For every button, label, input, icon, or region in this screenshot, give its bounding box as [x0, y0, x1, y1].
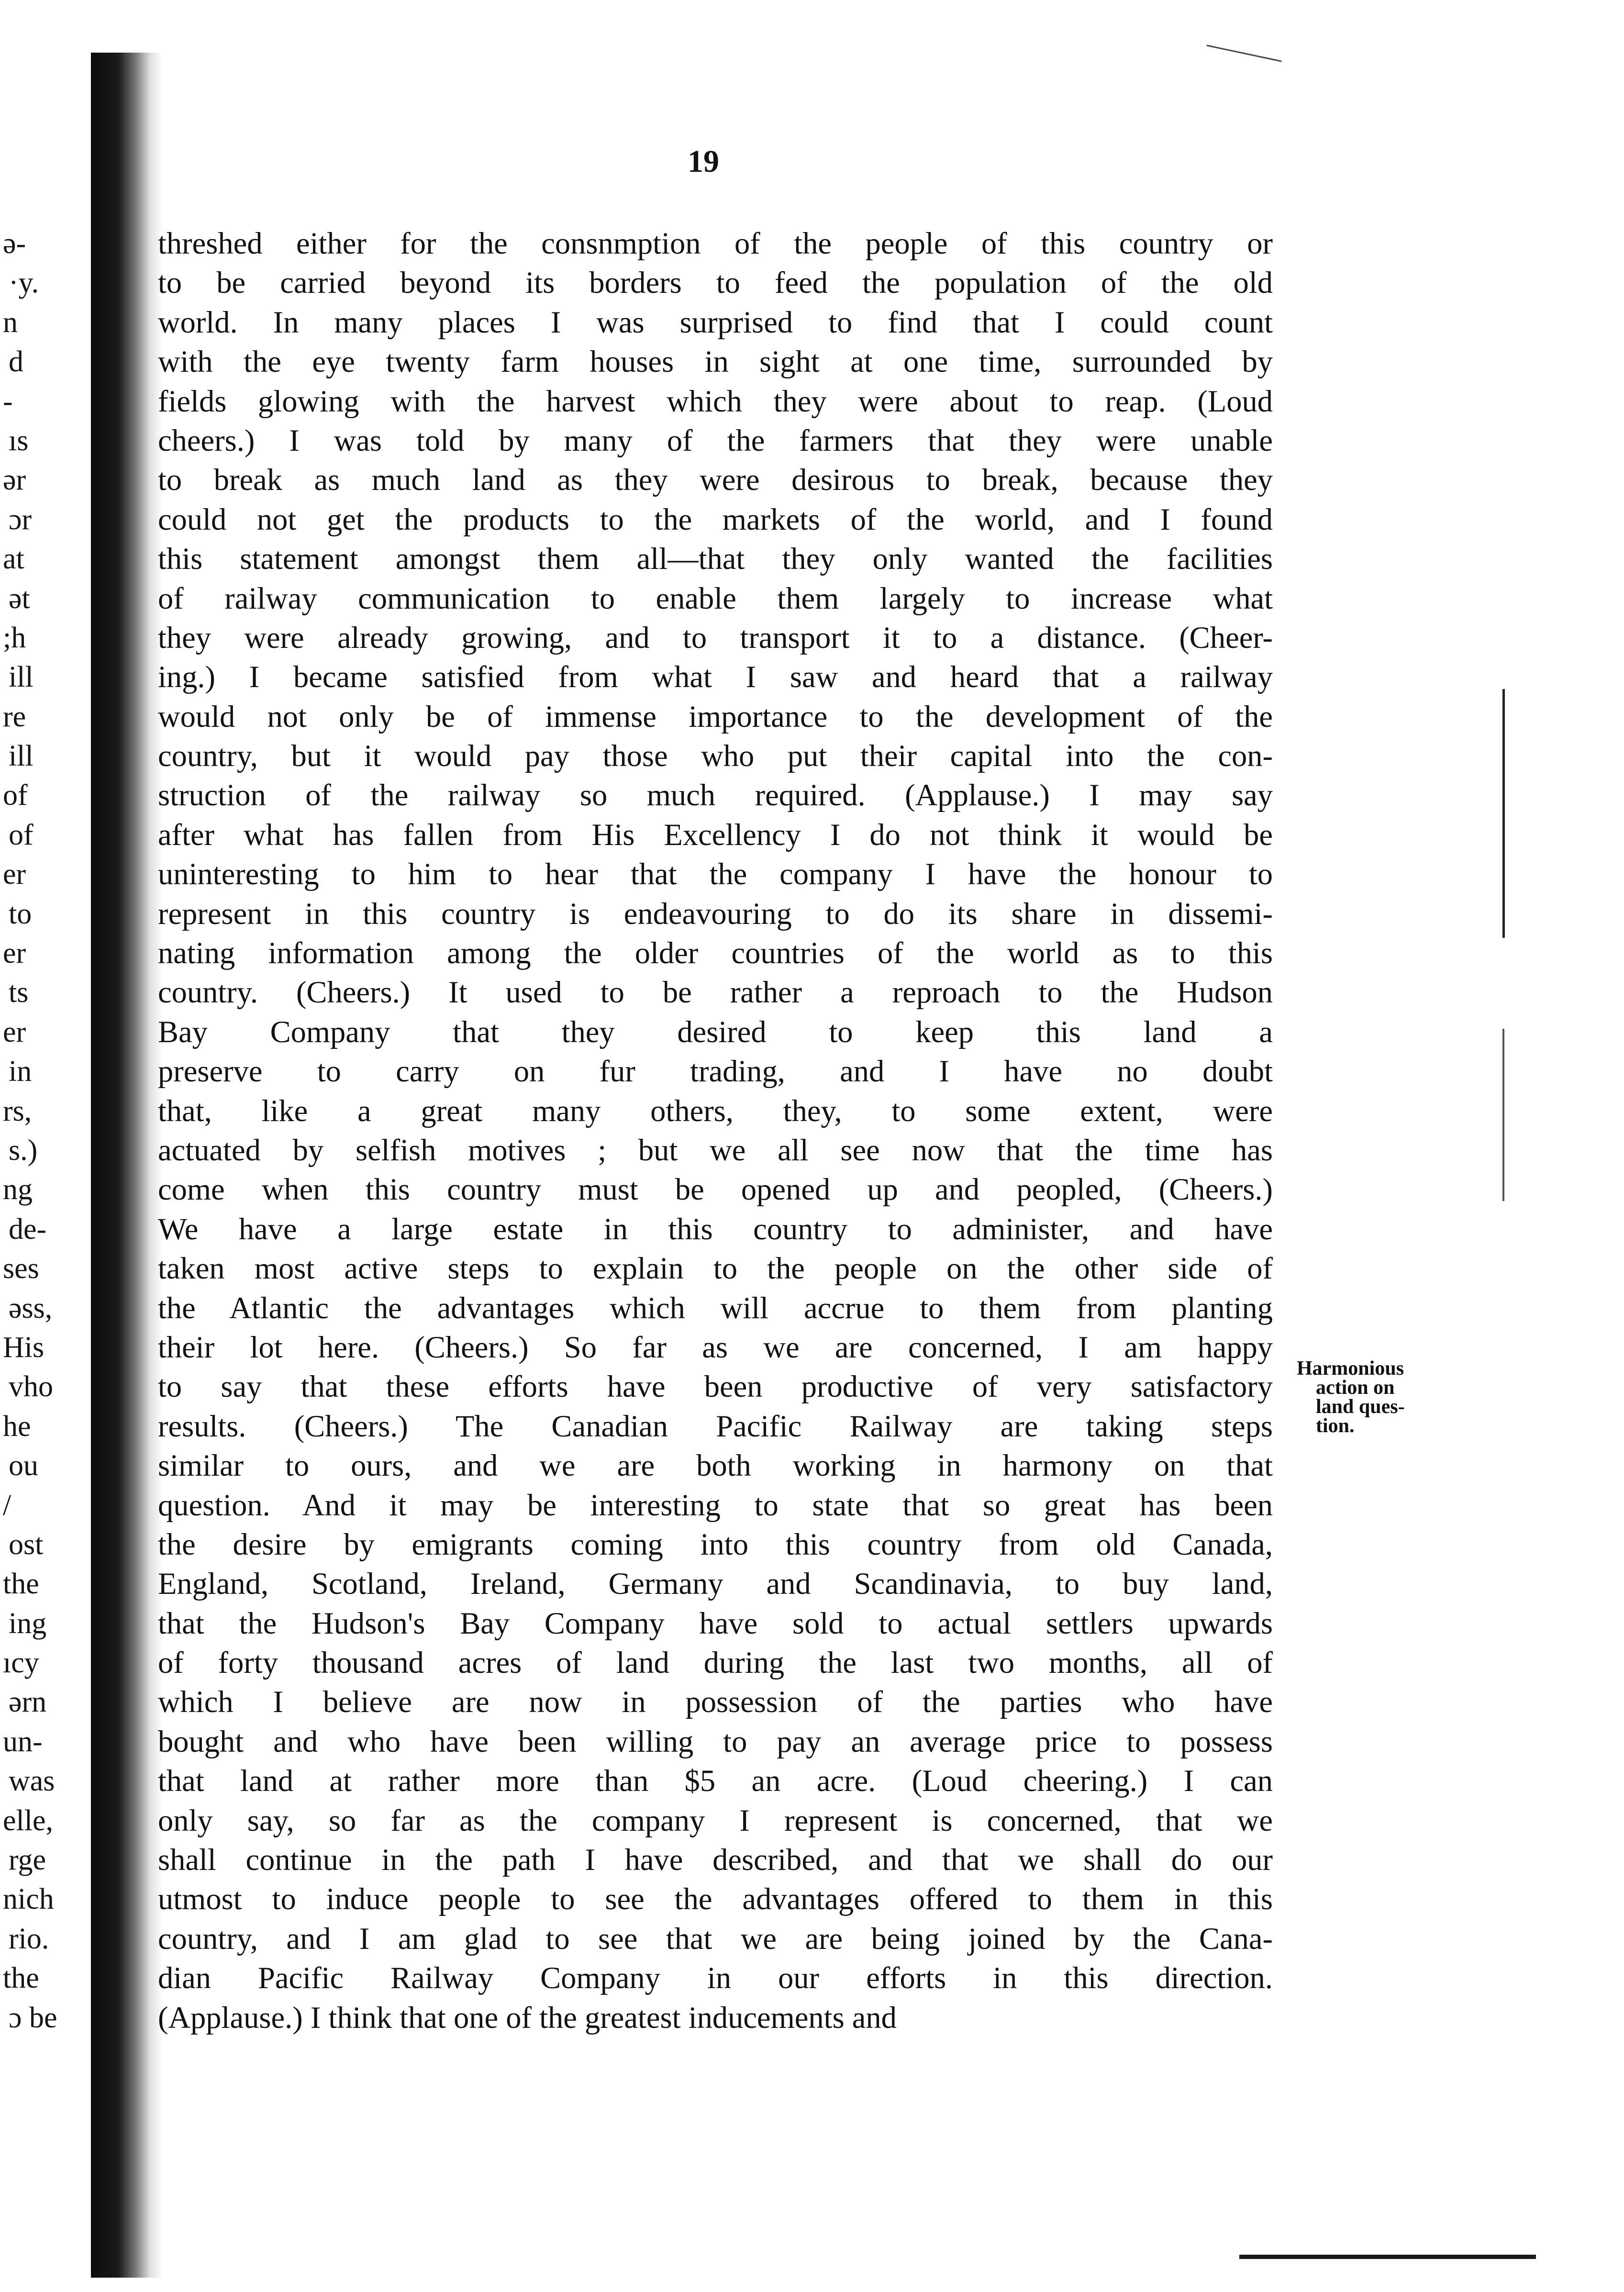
text-line: fields glowing with the harvest which they were about to reap. (Loud [158, 384, 1273, 418]
adjacent-page-fragment: re [3, 700, 26, 733]
text-line: come when this country must be opened up and peopled, (Cheers.) [158, 1172, 1273, 1207]
adjacent-page-fragment: ou [9, 1449, 38, 1482]
text-line: (Applause.) I think that one of the greatest inducements and [158, 2000, 897, 2035]
scan-mark-right-lower [1502, 1029, 1504, 1201]
text-line: similar to ours, and we are both working in harmony on that [158, 1448, 1273, 1483]
adjacent-page-fragment: ing [9, 1607, 47, 1640]
text-line: could not get the products to the markets of the world, and I found [158, 502, 1273, 536]
adjacent-page-fragment: ə- [3, 227, 26, 260]
adjacent-page-fragment: ill [9, 661, 33, 694]
adjacent-page-fragment: - [3, 385, 13, 418]
binding-gutter-shadow [91, 53, 163, 2278]
scan-mark-top [1206, 45, 1281, 62]
adjacent-page-fragment: of [9, 818, 33, 851]
adjacent-page-fragment: rs, [3, 1094, 32, 1127]
text-line: with the eye twenty farm houses in sight at one time, surrounded by [158, 345, 1273, 379]
margin-note-line: Harmonious [1297, 1357, 1404, 1380]
text-line: after what has fallen from His Excellency I do not think it would be [158, 817, 1273, 852]
adjacent-page-fragment: ıs [9, 424, 29, 457]
text-line: to be carried beyond its borders to feed the population of the old [158, 266, 1273, 300]
text-line: nating information among the older countries of the world as to this [158, 936, 1273, 970]
text-line: actuated by selfish motives ; but we all see now that the time has [158, 1133, 1273, 1167]
text-line: that the Hudson's Bay Company have sold to actual settlers upwards [158, 1606, 1273, 1640]
adjacent-page-fragment: rio. [9, 1922, 49, 1955]
adjacent-page-fragment: nich [3, 1883, 54, 1916]
adjacent-page-fragment: un- [3, 1725, 43, 1758]
adjacent-page-fragment: rge [9, 1844, 46, 1877]
text-line: threshed either for the consnmption of the people of this country or [158, 226, 1273, 260]
adjacent-page-fragment: n [3, 306, 18, 339]
adjacent-page-fragment: His [3, 1331, 44, 1364]
text-line: ing.) I became satisfied from what I saw and heard that a railway [158, 660, 1273, 694]
adjacent-page-fragment: to [9, 897, 32, 930]
text-line: the desire by emigrants coming into this country from old Canada, [158, 1527, 1273, 1561]
adjacent-page-fragments [0, 224, 91, 2037]
adjacent-page-fragment: ər [3, 464, 26, 497]
bottom-rule [1239, 2255, 1536, 2259]
body-paragraph [158, 224, 1273, 2037]
text-line: of railway communication to enable them largely to increase what [158, 581, 1273, 615]
text-line: question. And it may be interesting to state that so great has been [158, 1488, 1273, 1522]
text-line: country, but it would pay those who put their capital into the con- [158, 739, 1273, 773]
text-line: cheers.) I was told by many of the farmers that they were unable [158, 423, 1273, 457]
text-line: struction of the railway so much required. (Applause.) I may say [158, 778, 1273, 812]
text-line: only say, so far as the company I represent is concerned, that we [158, 1803, 1273, 1837]
text-line: represent in this country is endeavouring to do its share in dissemi- [158, 896, 1273, 931]
text-line: taken most active steps to explain to the people on the other side of [158, 1251, 1273, 1286]
text-line: would not only be of immense importance to the development of the [158, 699, 1273, 734]
adjacent-page-fragment: the [3, 1568, 39, 1601]
adjacent-page-fragment: er [3, 858, 26, 891]
text-line: to break as much land as they were desirous to break, because they [158, 463, 1273, 497]
adjacent-page-fragment: ost [9, 1528, 44, 1561]
margin-note-line: action on [1316, 1377, 1395, 1399]
adjacent-page-fragment: ıcy [3, 1647, 39, 1680]
text-line: world. In many places I was surprised to find that I could count [158, 305, 1273, 339]
text-line: of forty thousand acres of land during the last two months, all of [158, 1646, 1273, 1680]
text-line: dian Pacific Railway Company in our efforts in this direction. [158, 1961, 1273, 1995]
page-number: 19 [688, 144, 719, 179]
adjacent-page-fragment: er [3, 937, 26, 970]
adjacent-page-fragment: ərn [9, 1686, 47, 1719]
text-line: they were already growing, and to transport it to a distance. (Cheer- [158, 620, 1273, 655]
text-line: country. (Cheers.) It used to be rather a reproach to the Hudson [158, 975, 1273, 1010]
adjacent-page-fragment: elle, [3, 1804, 53, 1837]
scan-mark-right [1502, 689, 1505, 938]
text-line: which I believe are now in possession of the parties who have [158, 1685, 1273, 1719]
text-line: the Atlantic the advantages which will accrue to them from planting [158, 1291, 1273, 1325]
text-line: this statement amongst them all—that they only wanted the facilities [158, 542, 1273, 576]
adjacent-page-fragment: er [3, 1015, 26, 1048]
adjacent-page-fragment: at [3, 543, 24, 576]
text-line: to say that these efforts have been productive of very satisfactory [158, 1369, 1273, 1404]
margin-note [1297, 1359, 1421, 1435]
text-line: results. (Cheers.) The Canadian Pacific Railway are taking steps [158, 1409, 1273, 1443]
text-line: Bay Company that they desired to keep this land a [158, 1014, 1273, 1049]
adjacent-page-fragment: / [3, 1489, 11, 1522]
adjacent-page-fragment: vho [9, 1370, 53, 1403]
adjacent-page-fragment: ɔ be [9, 2001, 57, 2034]
adjacent-page-fragment: ses [3, 1252, 39, 1285]
margin-note-line: tion. [1316, 1415, 1355, 1437]
adjacent-page-fragment: was [9, 1765, 55, 1798]
adjacent-page-fragment: ət [9, 582, 30, 615]
text-line: country, and I am glad to see that we are being joined by the Cana- [158, 1921, 1273, 1956]
adjacent-page-fragment: ;h [3, 621, 26, 654]
text-line: that land at rather more than $5 an acre. (Loud cheering.) I can [158, 1764, 1273, 1798]
text-line: England, Scotland, Ireland, Germany and Scandinavia, to buy land, [158, 1567, 1273, 1601]
text-line: We have a large estate in this country to administer, and have [158, 1212, 1273, 1246]
text-line: their lot here. (Cheers.) So far as we are concerned, I am happy [158, 1330, 1273, 1364]
adjacent-page-fragment: ill [9, 740, 33, 773]
adjacent-page-fragment: ng [3, 1173, 33, 1206]
adjacent-page-fragment: ·y. [9, 267, 39, 300]
text-line: uninteresting to him to hear that the company I have the honour to [158, 857, 1273, 891]
adjacent-page-fragment: of [3, 779, 28, 812]
text-line: that, like a great many others, they, to some extent, were [158, 1093, 1273, 1128]
text-line: shall continue in the path I have described, and that we shall do our [158, 1843, 1273, 1877]
adjacent-page-fragment: s.) [9, 1134, 38, 1167]
adjacent-page-fragment: əss, [9, 1291, 53, 1324]
adjacent-page-fragment: in [9, 1055, 32, 1088]
adjacent-page-fragment: ɔr [9, 503, 32, 536]
margin-note-line: land ques- [1316, 1396, 1405, 1418]
adjacent-page-fragment: the [3, 1962, 39, 1995]
adjacent-page-fragment: he [3, 1410, 31, 1443]
adjacent-page-fragment: ts [9, 976, 29, 1009]
text-line: utmost to induce people to see the advantages offered to them in this [158, 1882, 1273, 1916]
text-line: bought and who have been willing to pay an average price to possess [158, 1724, 1273, 1758]
text-line: preserve to carry on fur trading, and I have no doubt [158, 1054, 1273, 1089]
adjacent-page-fragment: de- [9, 1213, 47, 1246]
adjacent-page-fragment: d [9, 345, 23, 378]
